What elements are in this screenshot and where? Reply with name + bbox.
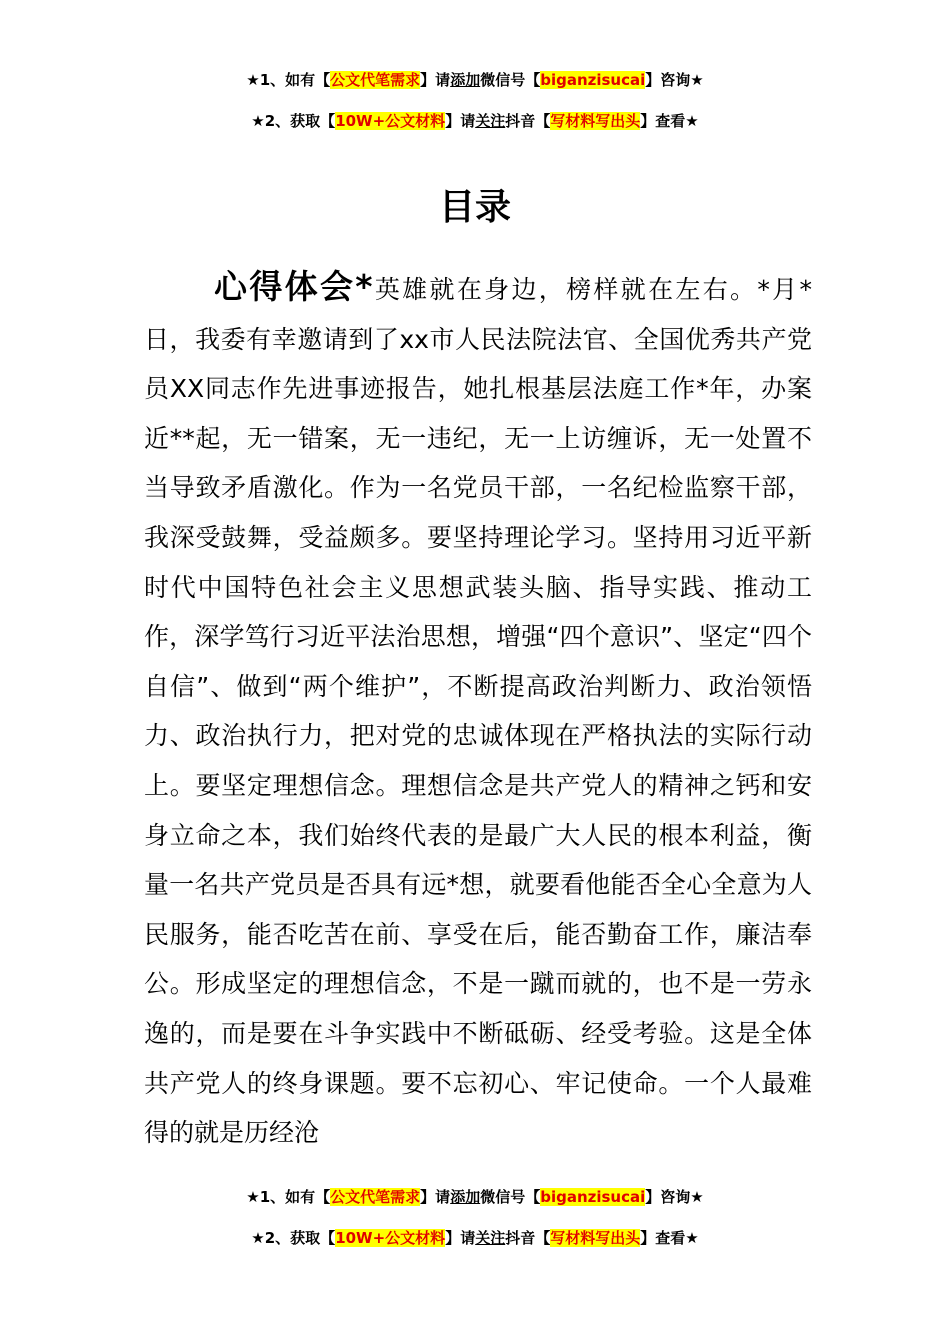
promo-underlined: 关注 xyxy=(475,112,506,130)
promo-text: 】查看★ xyxy=(640,1229,699,1247)
promo-line-2 xyxy=(0,110,950,132)
promo-line-1 xyxy=(0,69,950,91)
promo-highlight: 10W+公文材料 xyxy=(335,112,446,130)
promo-text: 】请 xyxy=(420,1188,451,1206)
promo-highlight: 写材料写出头 xyxy=(550,112,641,130)
promo-highlight: 写材料写出头 xyxy=(550,1229,641,1247)
article-body xyxy=(144,262,812,1158)
promo-text: 】咨询★ xyxy=(645,71,704,89)
promo-highlight: biganzisucai xyxy=(540,71,646,89)
promo-underlined: 关注 xyxy=(475,1229,506,1247)
page-title: 目录 xyxy=(438,187,511,228)
promo-text: ★2、获取【 xyxy=(251,112,336,130)
promo-text: ★1、如有【 xyxy=(246,71,331,89)
promo-text: 抖音【 xyxy=(505,1229,551,1247)
promo-text: ★2、获取【 xyxy=(251,1229,336,1247)
promo-highlight: 公文代笔需求 xyxy=(330,71,421,89)
article-paragraph: 英雄就在身边，榜样就在左右。*月*日，我委有幸邀请到了xx市人民法院法官、全国优秀共产党员XX同志作先进事迹报告，她扎根基层法庭工作*年，办案近**起，无一错案，无一违纪，无一上访缠诉，无一处置不当导致矛盾激化。作为一名党员干部，一名纪检监察干部，我深受鼓舞，受益颇多。要坚持理论学习。坚持用习近平新时代中国特色社会主义思想武装头脑、指导实践、推动工作，深学笃行习近平法治思想，增强“四个意识”、坚定“四个自信”、做到“两个维护”，不断提高政治判断力、政治领悟力、政治执行力，把对党的忠诚体现在严格执法的实际行动上。要坚定理想信念。理想信念是共产党人的精神之钙和安身立命之本，我们始终代表的是最广大人民的根本利益，衡量一名共产党员是否具有远*想，就要看他能否全心全意为人民服务，能否吃苦在前、享受在后，能否勤奋工作，廉洁奉公。形成坚定的理想信念，不是一蹴而就的，也不是一劳永逸的，而是要在斗争实践中不断砥砺、经受考验。这是全体共产党人的终身课题。要不忘初心、牢记使命。一个人最难得的就是历经沧 xyxy=(144,275,812,1148)
promo-text: 】请 xyxy=(445,1229,476,1247)
promo-underlined: 添加 xyxy=(450,1188,481,1206)
promo-text: ★1、如有【 xyxy=(246,1188,331,1206)
promo-text: 抖音【 xyxy=(505,112,551,130)
promo-text: 】查看★ xyxy=(640,112,699,130)
promo-highlight: 10W+公文材料 xyxy=(335,1229,446,1247)
promo-text: 微信号【 xyxy=(480,71,541,89)
promo-text: 】请 xyxy=(445,112,476,130)
promo-line-2-footer xyxy=(0,1227,950,1249)
promo-highlight: 公文代笔需求 xyxy=(330,1188,421,1206)
promo-text: 微信号【 xyxy=(480,1188,541,1206)
promo-underlined: 添加 xyxy=(450,71,481,89)
promo-line-1-footer xyxy=(0,1186,950,1208)
promo-highlight: biganzisucai xyxy=(540,1188,646,1206)
article-heading: 心得体会* xyxy=(214,267,373,306)
promo-text: 】咨询★ xyxy=(645,1188,704,1206)
promo-text: 】请 xyxy=(420,71,451,89)
